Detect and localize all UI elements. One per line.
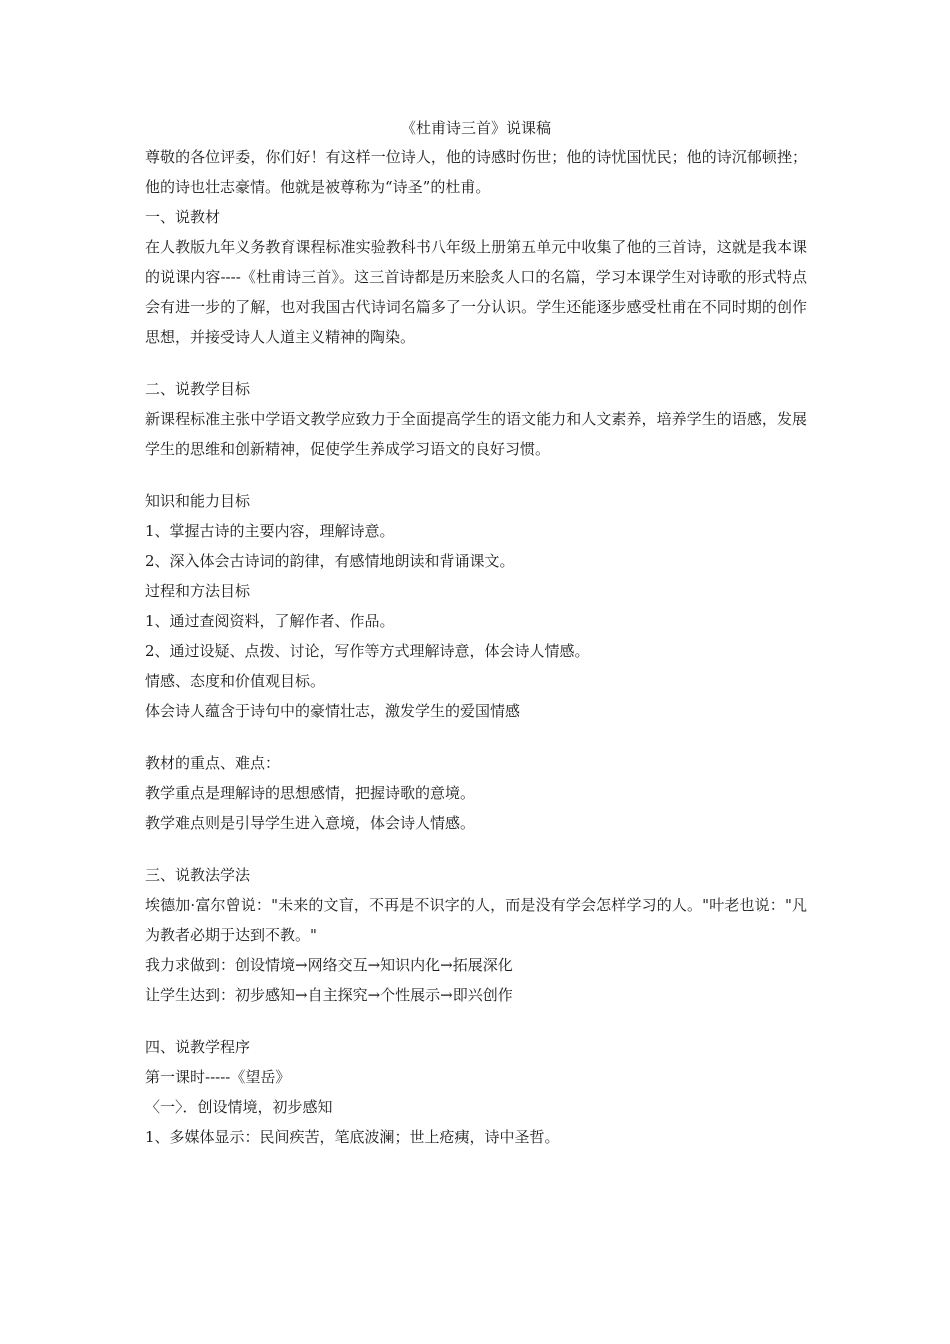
intro-paragraph: 尊敬的各位评委，你们好！有这样一位诗人，他的诗感时伤世；他的诗忧国忧民；他的诗沉郁顿挫；他的诗也壮志豪情。他就是被尊称为“诗圣”的杜甫。 xyxy=(145,148,807,196)
spacer xyxy=(145,838,807,860)
key-point-item: 教学重点是理解诗的思想感情，把握诗歌的意境。 xyxy=(145,784,476,802)
section-heading-goals: 二、说教学目标 xyxy=(145,380,251,398)
document-page xyxy=(145,118,807,1152)
spacer xyxy=(145,1010,807,1032)
student-method-line: 让学生达到：初步感知→自主探究→个性展示→即兴创作 xyxy=(145,986,513,1004)
process-goals-heading: 过程和方法目标 xyxy=(145,582,251,600)
procedure-item: 1、多媒体显示：民间疾苦，笔底波澜；世上疮痍，诗中圣哲。 xyxy=(145,1128,560,1146)
knowledge-goals-heading: 知识和能力目标 xyxy=(145,492,251,510)
emotion-goal-item: 体会诗人蕴含于诗句中的豪情壮志，激发学生的爱国情感 xyxy=(145,702,521,720)
spacer xyxy=(145,352,807,374)
section-heading-methods: 三、说教法学法 xyxy=(145,866,251,884)
process-goal-item: 1、通过查阅资料，了解作者、作品。 xyxy=(145,612,395,630)
section-heading-procedure: 四、说教学程序 xyxy=(145,1038,251,1056)
emotion-goals-heading: 情感、态度和价值观目标。 xyxy=(145,672,326,690)
methods-quote-paragraph: 埃德加·富尔曾说："未来的文盲，不再是不识字的人，而是没有学会怎样学习的人。"叶老也说："凡为教者必期于达到不教。" xyxy=(145,896,807,944)
section-heading-textbook: 一、说教材 xyxy=(145,208,221,226)
procedure-step-heading: 〈一〉．创设情境，初步感知 xyxy=(145,1098,333,1116)
knowledge-goal-item: 2、深入体会古诗词的韵律，有感情地朗读和背诵课文。 xyxy=(145,552,515,570)
spacer xyxy=(145,726,807,748)
knowledge-goal-item: 1、掌握古诗的主要内容，理解诗意。 xyxy=(145,522,395,540)
textbook-paragraph: 在人教版九年义务教育课程标准实验教科书八年级上册第五单元中收集了他的三首诗，这就是我本课的说课内容----《杜甫诗三首》。这三首诗都是历来脍炙人口的名篇，学习本课学生对诗歌的形式特点会有进一步的了解，也对我国古代诗词名篇多了一分认识。学生还能逐步感受杜甫在不同时期的创作思想，并接受诗人人道主义精神的陶染。 xyxy=(145,238,807,346)
document-title: 《杜甫诗三首》说课稿 xyxy=(400,119,551,137)
lesson-line: 第一课时-----《望岳》 xyxy=(145,1068,291,1086)
process-goal-item: 2、通过设疑、点拨、讨论，写作等方式理解诗意，体会诗人情感。 xyxy=(145,642,590,660)
teacher-method-line: 我力求做到：创设情境→网络交互→知识内化→拓展深化 xyxy=(145,956,513,974)
goals-paragraph: 新课程标准主张中学语文教学应致力于全面提高学生的语文能力和人文素养，培养学生的语感，发展学生的思维和创新精神，促使学生养成学习语文的良好习惯。 xyxy=(145,410,807,458)
difficulty-item: 教学难点则是引导学生进入意境，体会诗人情感。 xyxy=(145,814,476,832)
spacer xyxy=(145,464,807,486)
key-points-heading: 教材的重点、难点： xyxy=(145,754,281,772)
